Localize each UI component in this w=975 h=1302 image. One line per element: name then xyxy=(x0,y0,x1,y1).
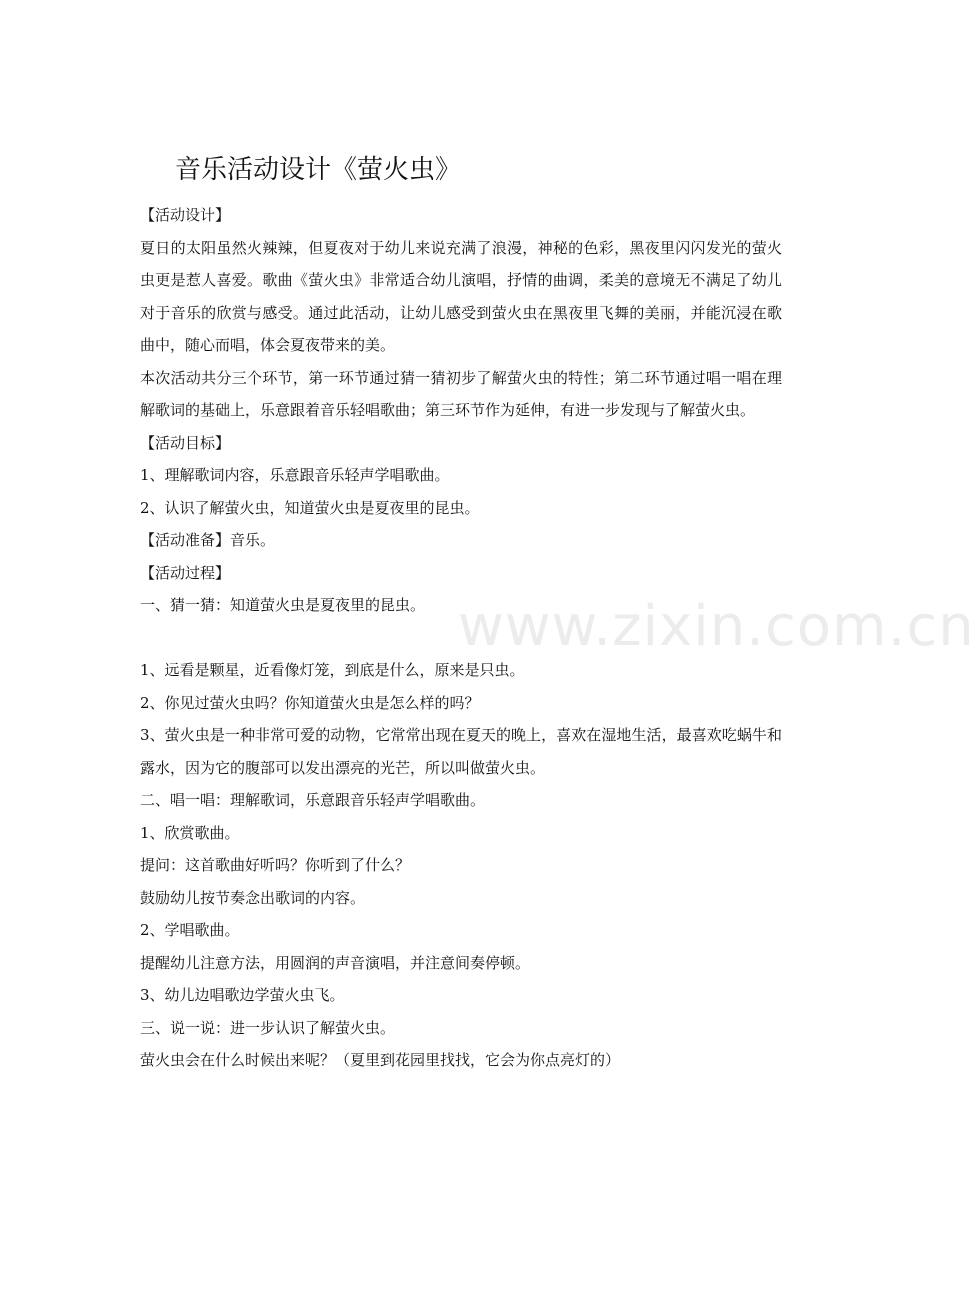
step-heading-say: 三、说一说：进一步认识了解萤火虫。 xyxy=(140,1018,396,1037)
goal-item-1: 1、理解歌词内容，乐意跟音乐轻声学唱歌曲。 xyxy=(140,466,450,484)
guess-item-3: 3、萤火虫是一种非常可爱的动物，它常常出现在夏天的晚上，喜欢在湿地生活，最喜欢吃蜗牛和露水，因为它的腹部可以发出漂亮的光芒，所以叫做萤火虫。 xyxy=(140,726,782,777)
blank-line xyxy=(140,622,782,655)
document-body xyxy=(140,199,782,1077)
document-title: 音乐活动设计《萤火虫》 xyxy=(175,155,462,185)
paragraph-intro: 夏日的太阳虽然火辣辣，但夏夜对于幼儿来说充满了浪漫，神秘的色彩，黑夜里闪闪发光的萤火虫更是惹人喜爱。歌曲《萤火虫》非常适合幼儿演唱，抒情的曲调，柔美的意境无不满足了幼儿对于音乐的欣赏与感受。通过此活动，让幼儿感受到萤火虫在黑夜里飞舞的美丽，并能沉浸在歌曲中，随心而唱，体会夏夜带来的美。 xyxy=(140,238,782,354)
say-question: 萤火虫会在什么时候出来呢？（夏里到花园里找找，它会为你点亮灯的） xyxy=(140,1051,621,1069)
sing-item-2: 2、学唱歌曲。 xyxy=(140,921,240,939)
watermark: www.zixin.com.cn xyxy=(458,594,975,659)
sing-encourage: 鼓励幼儿按节奏念出歌词的内容。 xyxy=(140,888,366,907)
section-heading-process: 【活动过程】 xyxy=(140,563,231,582)
sing-item-3: 3、幼儿边唱歌边学萤火虫飞。 xyxy=(140,986,345,1004)
section-heading-preparation: 【活动准备】音乐。 xyxy=(140,531,276,549)
goal-item-2: 2、认识了解萤火虫，知道萤火虫是夏夜里的昆虫。 xyxy=(140,498,480,517)
section-heading-design: 【活动设计】 xyxy=(140,206,231,224)
step-heading-guess: 一、猜一猜：知道萤火虫是夏夜里的昆虫。 xyxy=(140,596,426,614)
sing-reminder: 提醒幼儿注意方法，用圆润的声音演唱，并注意间奏停顿。 xyxy=(140,953,531,972)
sing-question: 提问：这首歌曲好听吗？你听到了什么？ xyxy=(140,856,411,874)
guess-item-1: 1、远看是颗星，近看像灯笼，到底是什么，原来是只虫。 xyxy=(140,661,525,679)
guess-item-2: 2、你见过萤火虫吗？你知道萤火虫是怎么样的吗？ xyxy=(140,693,480,712)
paragraph-structure: 本次活动共分三个环节，第一环节通过猜一猜初步了解萤火虫的特性；第二环节通过唱一唱在理解歌词的基础上，乐意跟着音乐轻唱歌曲；第三环节作为延伸，有进一步发现与了解萤火虫。 xyxy=(140,368,782,419)
section-heading-goals: 【活动目标】 xyxy=(140,433,231,452)
sing-item-1: 1、欣赏歌曲。 xyxy=(140,823,240,842)
step-heading-sing: 二、唱一唱：理解歌词，乐意跟音乐轻声学唱歌曲。 xyxy=(140,791,486,809)
